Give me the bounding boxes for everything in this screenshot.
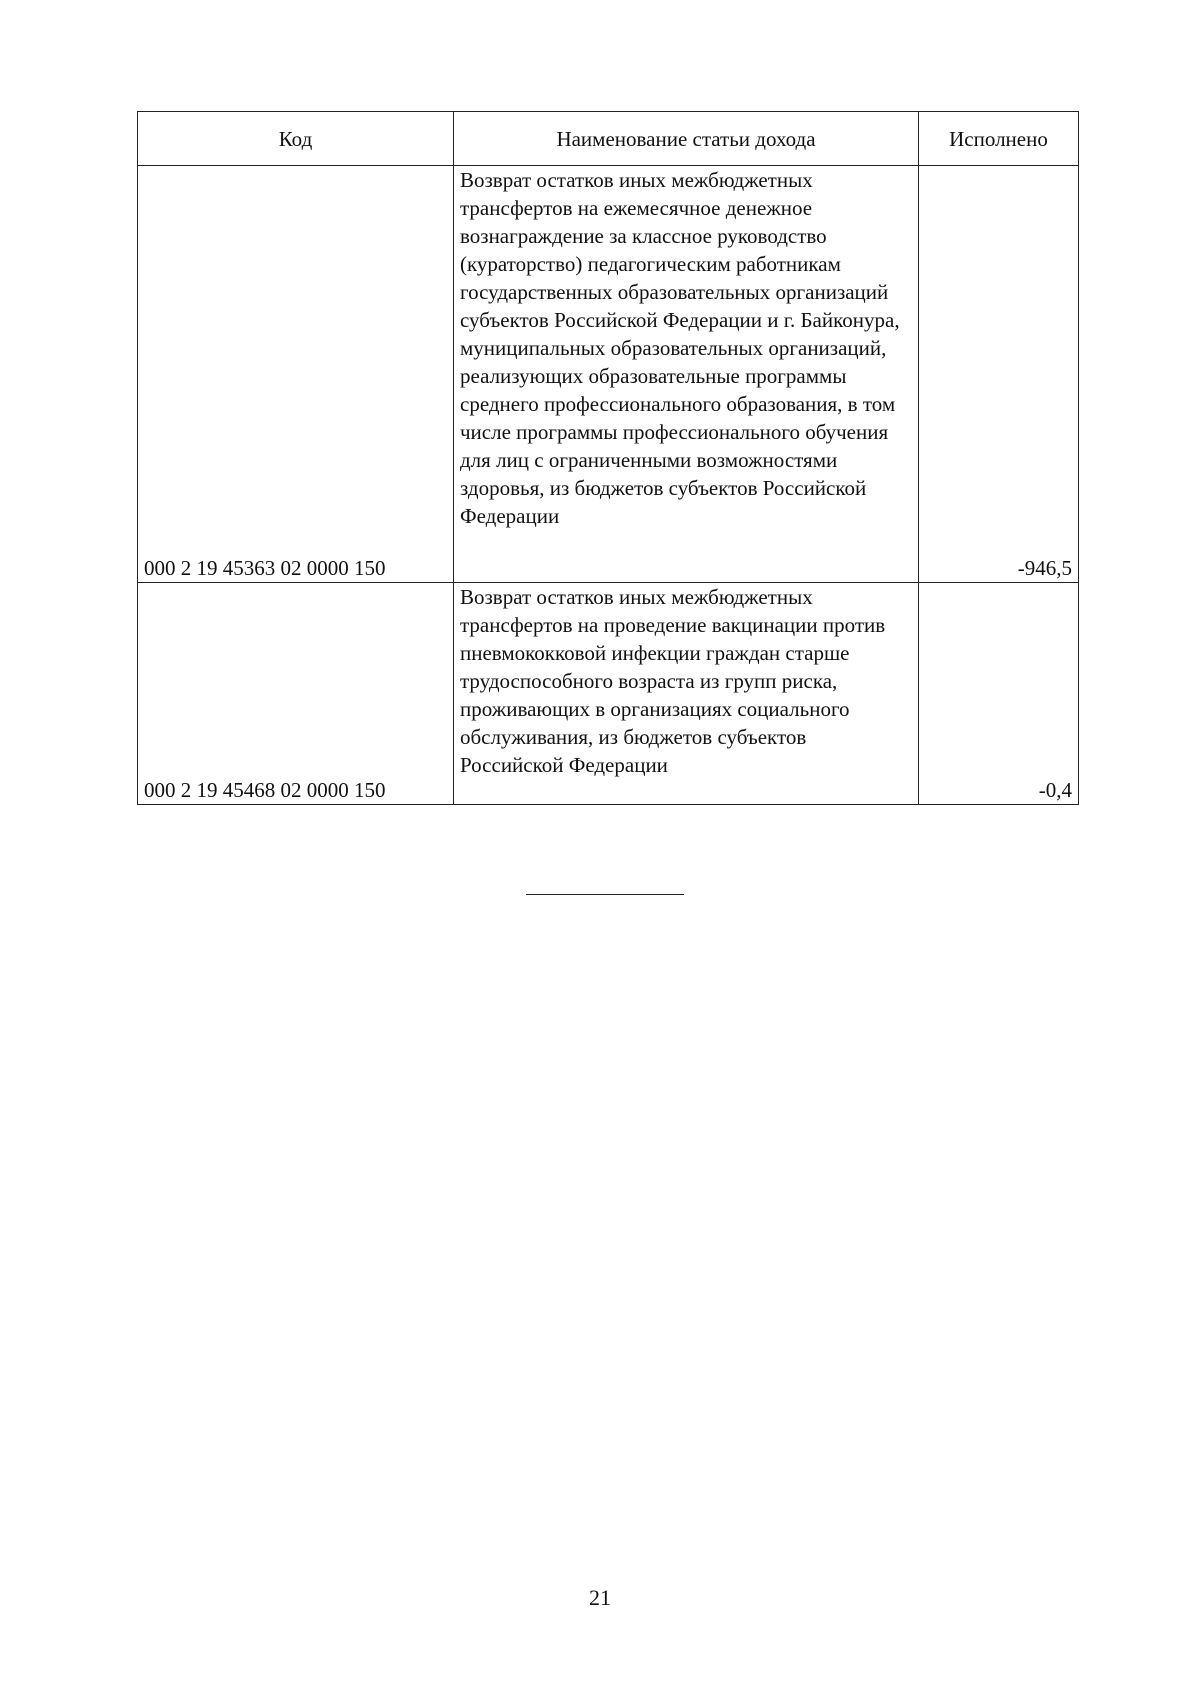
table-row <box>138 583 1079 805</box>
header-name: Наименование статьи дохода <box>454 112 919 166</box>
header-amount: Исполнено <box>919 112 1079 166</box>
row-amount: -946,5 <box>919 166 1079 583</box>
row-name: Возврат остатков иных межбюджетных трансфертов на ежемесячное денежное вознаграждение за классное руководство (кураторство) педагогическим работникам государственных образовательных организаций субъектов Российской Федерации и г. Байконура, муниципальных образовательных организаций, реализующих образовательные программы среднего профессионального образования, в том числе программы профессионального обучения для лиц с ограниченными возможностями здоровья, из бюджетов субъектов Российской Федерации <box>454 166 919 583</box>
header-code: Код <box>138 112 454 166</box>
row-name: Возврат остатков иных межбюджетных трансфертов на проведение вакцинации против пневмококковой инфекции граждан старше трудоспособного возраста из групп риска, проживающих в организациях социального обслуживания, из бюджетов субъектов Российской Федерации <box>454 583 919 805</box>
table-row <box>138 166 1079 583</box>
page-number: 21 <box>589 1585 611 1610</box>
row-code: 000 2 19 45363 02 0000 150 <box>138 166 454 583</box>
table-header-row <box>138 112 1079 166</box>
revenue-table <box>137 111 1079 805</box>
end-divider-line <box>526 894 684 895</box>
row-amount: -0,4 <box>919 583 1079 805</box>
row-code: 000 2 19 45468 02 0000 150 <box>138 583 454 805</box>
